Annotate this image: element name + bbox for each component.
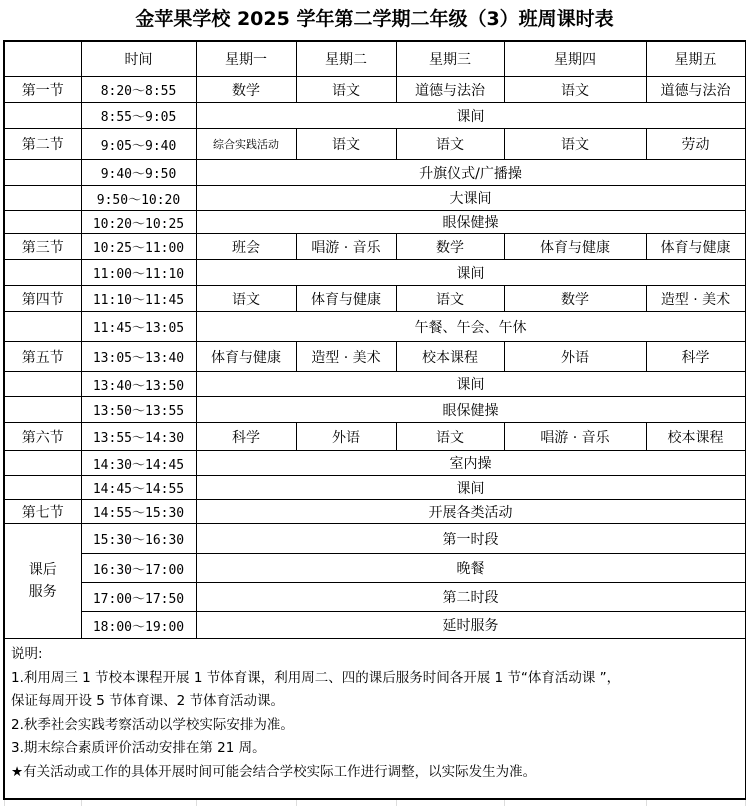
time-cell: 8:55～9:05	[81, 103, 196, 129]
table-row	[4, 129, 745, 160]
class-cell: 语文	[296, 129, 396, 160]
break-cell: 室内操	[196, 451, 745, 476]
table-row	[4, 312, 745, 342]
class-cell: 体育与健康	[296, 286, 396, 312]
class-cell: 校本课程	[646, 423, 745, 451]
class-cell: 造型 · 美术	[296, 342, 396, 372]
class-cell: 唱游 · 音乐	[296, 234, 396, 260]
table-row	[4, 160, 745, 186]
period-cell	[4, 211, 81, 234]
period-cell	[4, 476, 81, 500]
class-cell: 数学	[504, 286, 646, 312]
table-row	[4, 423, 745, 451]
time-cell: 11:00～11:10	[81, 260, 196, 286]
time-cell: 11:45～13:05	[81, 312, 196, 342]
break-cell: 课间	[196, 260, 745, 286]
header-day-thu: 星期四	[504, 41, 646, 77]
time-cell: 17:00～17:50	[81, 583, 196, 612]
class-cell: 语文	[296, 77, 396, 103]
class-cell: 数学	[196, 77, 296, 103]
header-day-fri: 星期五	[646, 41, 745, 77]
class-cell: 道德与法治	[646, 77, 745, 103]
table-row	[4, 397, 745, 423]
time-cell: 9:40～9:50	[81, 160, 196, 186]
table-row	[4, 372, 745, 397]
time-cell: 14:30～14:45	[81, 451, 196, 476]
time-cell: 13:05～13:40	[81, 342, 196, 372]
class-cell: 道德与法治	[396, 77, 504, 103]
class-cell: 数学	[396, 234, 504, 260]
period-cell	[4, 312, 81, 342]
table-row	[4, 103, 745, 129]
empty-cell	[296, 799, 396, 806]
class-cell: 科学	[646, 342, 745, 372]
table-row	[4, 286, 745, 312]
empty-cell	[396, 799, 504, 806]
class-cell: 体育与健康	[504, 234, 646, 260]
time-cell: 11:10～11:45	[81, 286, 196, 312]
notes-star-line: ★有关活动或工作的具体开展时间可能会结合学校实际工作进行调整，以实际发生为准。	[11, 763, 537, 780]
schedule-table	[3, 40, 746, 806]
time-cell: 15:30～16:30	[81, 524, 196, 554]
time-cell: 10:20～10:25	[81, 211, 196, 234]
activity-cell: 开展各类活动	[196, 500, 745, 524]
service-cell: 第二时段	[196, 583, 745, 612]
period-cell	[4, 103, 81, 129]
break-cell: 眼保健操	[196, 397, 745, 423]
time-cell: 16:30～17:00	[81, 554, 196, 583]
after-school-label-line1: 课后	[28, 562, 57, 578]
class-cell: 语文	[396, 423, 504, 451]
faint-bottom-row	[4, 799, 745, 806]
table-row	[4, 342, 745, 372]
table-row	[4, 583, 745, 612]
time-cell: 14:45～14:55	[81, 476, 196, 500]
table-row	[4, 524, 745, 554]
class-cell: 语文	[504, 129, 646, 160]
class-cell: 语文	[396, 286, 504, 312]
header-day-tue: 星期二	[296, 41, 396, 77]
period-cell: 第六节	[4, 423, 81, 451]
break-cell: 课间	[196, 372, 745, 397]
time-cell: 13:55～14:30	[81, 423, 196, 451]
period-cell	[4, 397, 81, 423]
time-cell: 9:05～9:40	[81, 129, 196, 160]
notes-line-1b: 保证每周开设 5 节体育课、2 节体育活动课。	[11, 693, 285, 709]
service-cell: 延时服务	[196, 612, 745, 639]
notes-row	[4, 639, 745, 799]
period-cell: 第五节	[4, 342, 81, 372]
break-cell: 眼保健操	[196, 211, 745, 234]
period-cell: 第一节	[4, 77, 81, 103]
header-row	[4, 41, 745, 77]
class-cell: 唱游 · 音乐	[504, 423, 646, 451]
time-cell: 18:00～19:00	[81, 612, 196, 639]
class-cell: 劳动	[646, 129, 745, 160]
empty-cell	[646, 799, 745, 806]
break-cell: 课间	[196, 103, 745, 129]
class-cell: 科学	[196, 423, 296, 451]
time-cell: 13:40～13:50	[81, 372, 196, 397]
header-day-mon: 星期一	[196, 41, 296, 77]
time-cell: 9:50～10:20	[81, 186, 196, 211]
empty-cell	[196, 799, 296, 806]
empty-cell	[4, 799, 81, 806]
page-title: 金苹果学校 2025 学年第二学期二年级（3）班周课时表	[135, 8, 614, 30]
class-cell: 班会	[196, 234, 296, 260]
table-row	[4, 554, 745, 583]
class-cell: 语文	[196, 286, 296, 312]
period-cell: 第二节	[4, 129, 81, 160]
notes-line-3: 3.期末综合素质评价活动安排在第 21 周。	[11, 740, 266, 756]
class-cell: 校本课程	[396, 342, 504, 372]
time-cell: 8:20～8:55	[81, 77, 196, 103]
notes-heading: 说明:	[11, 646, 43, 662]
period-cell	[4, 451, 81, 476]
after-school-label	[4, 524, 81, 639]
class-cell: 体育与健康	[646, 234, 745, 260]
empty-cell	[504, 799, 646, 806]
period-cell	[4, 260, 81, 286]
table-row	[4, 612, 745, 639]
class-cell: 外语	[296, 423, 396, 451]
break-cell: 大课间	[196, 186, 745, 211]
class-cell: 语文	[504, 77, 646, 103]
class-cell: 造型 · 美术	[646, 286, 745, 312]
header-day-wed: 星期三	[396, 41, 504, 77]
notes-line-1: 1.利用周三 1 节校本课程开展 1 节体育课，利用周二、四的课后服务时间各开展 1 节“体育活动课 ”，	[11, 669, 621, 686]
period-cell: 第七节	[4, 500, 81, 524]
period-cell	[4, 372, 81, 397]
service-cell: 晚餐	[196, 554, 745, 583]
class-cell: 外语	[504, 342, 646, 372]
notes-cell	[4, 639, 745, 799]
period-cell: 第三节	[4, 234, 81, 260]
empty-cell	[81, 799, 196, 806]
class-cell: 语文	[396, 129, 504, 160]
break-cell: 课间	[196, 476, 745, 500]
header-time: 时间	[81, 41, 196, 77]
table-row	[4, 211, 745, 234]
table-row	[4, 234, 745, 260]
header-period	[4, 41, 81, 77]
class-cell: 综合实践活动	[196, 129, 296, 160]
table-row	[4, 476, 745, 500]
period-cell	[4, 160, 81, 186]
table-row	[4, 260, 745, 286]
after-school-label-line2: 服务	[28, 584, 57, 600]
table-row	[4, 500, 745, 524]
time-cell: 13:50～13:55	[81, 397, 196, 423]
period-cell	[4, 186, 81, 211]
period-cell: 第四节	[4, 286, 81, 312]
break-cell: 午餐、午会、午休	[196, 312, 745, 342]
time-cell: 10:25～11:00	[81, 234, 196, 260]
class-cell: 体育与健康	[196, 342, 296, 372]
table-row	[4, 451, 745, 476]
service-cell: 第一时段	[196, 524, 745, 554]
notes-line-2: 2.秋季社会实践考察活动以学校实际安排为准。	[11, 716, 294, 733]
table-row	[4, 186, 745, 211]
time-cell: 14:55～15:30	[81, 500, 196, 524]
break-cell: 升旗仪式/广播操	[196, 160, 745, 186]
table-row	[4, 77, 745, 103]
